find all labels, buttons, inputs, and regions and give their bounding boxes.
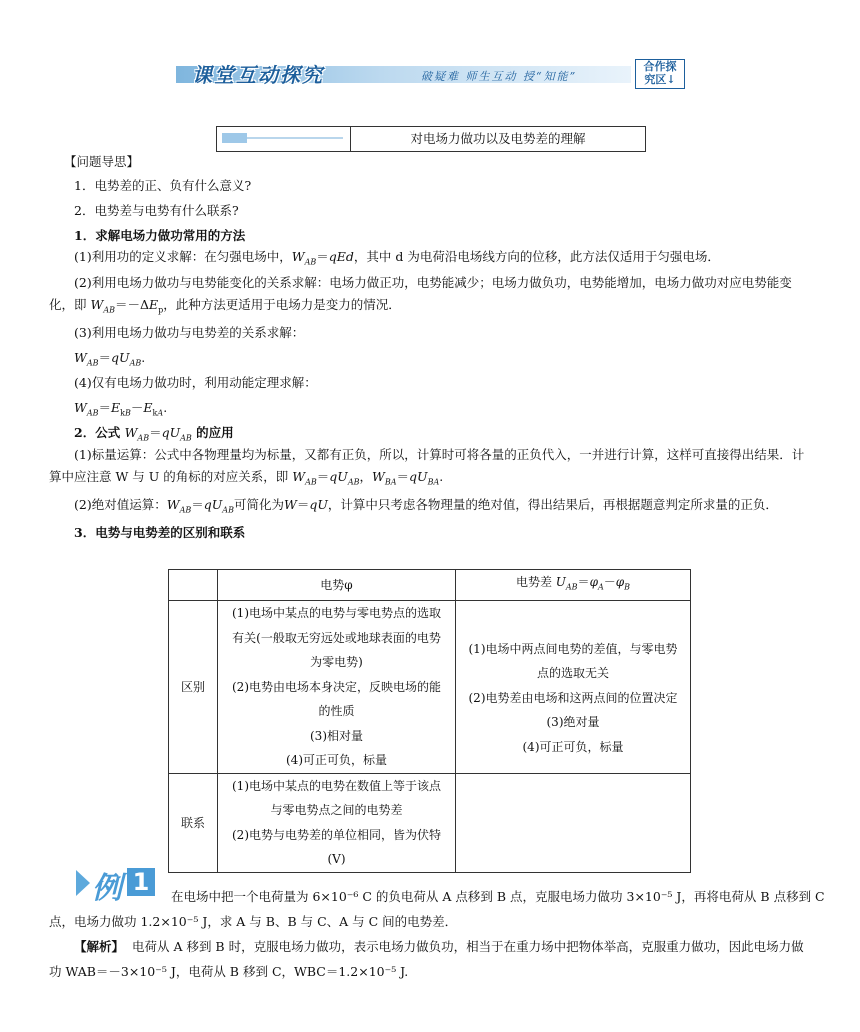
method-1-prefix: (1)利用功的定义求解：在匀强电场中， bbox=[74, 249, 292, 264]
method-3: (3)利用电场力做功与电势差的关系求解： bbox=[74, 325, 305, 340]
cell-line: 为零电势) bbox=[310, 655, 363, 670]
application-2-suffix: ，计算中只考虑各物理量的绝对值，得出结果后，再根据题意判定所求量的正负． bbox=[327, 497, 778, 512]
topic-arrow-icon bbox=[247, 137, 343, 139]
method-3-formula: $W_{AB}=qU_{AB}$. bbox=[74, 350, 146, 368]
cell-line: (3)相对量 bbox=[310, 728, 363, 743]
section3-heading: 3．电势与电势差的区别和联系 bbox=[74, 525, 246, 540]
topic-title: 对电场力做功以及电势差的理解 bbox=[410, 131, 586, 146]
application-2-prefix: (2)绝对值运算： bbox=[74, 497, 167, 512]
example-arrow-icon bbox=[76, 870, 90, 896]
table-header-pd-prefix: 电势差 bbox=[515, 575, 556, 589]
section2-heading-prefix: 2．公式 bbox=[74, 425, 125, 440]
table-row bbox=[169, 600, 691, 773]
section2-heading-suffix: 的应用 bbox=[191, 425, 234, 440]
banner-box-line1: 合作探 bbox=[643, 60, 677, 73]
topic-decoration bbox=[217, 127, 351, 151]
table-header-potential: 电势φ bbox=[218, 570, 456, 601]
analysis-line-2: 功 WAB＝－3×10⁻⁵ J，电荷从 B 移到 C，WBC＝1.2×10⁻⁵ J. bbox=[49, 964, 409, 979]
cell-line: 点的选取无关 bbox=[536, 666, 609, 681]
cell-line: 与零电势点之间的电势差 bbox=[270, 803, 403, 818]
analysis-text-1: 电荷从 A 移到 B 时，克服电场力做功，表示电场力做负功，相当于在重力场中把物体举高，克服重力做功，因此电场力做 bbox=[131, 939, 804, 954]
method-2-suffix: ，此种方法更适用于电场力是变力的情况． bbox=[163, 297, 401, 312]
method-2 bbox=[49, 272, 815, 322]
cell-line: 有关(一般取无穷远处或地球表面的电势 bbox=[232, 630, 441, 645]
analysis-line-1 bbox=[74, 937, 804, 955]
cell-line: (2)电势与电势差的单位相同，皆为伏特 bbox=[232, 827, 441, 842]
cell-line: (1)电场中某点的电势在数值上等于该点 bbox=[232, 778, 441, 793]
banner-title: 课堂互动探究 bbox=[192, 63, 324, 87]
method-2-formula: $W_{AB}=-\Delta E_p$ bbox=[90, 297, 164, 315]
section-banner bbox=[176, 58, 688, 90]
method-1 bbox=[49, 246, 815, 274]
table-corner-cell bbox=[169, 570, 218, 601]
row-difference-potential-difference bbox=[456, 600, 691, 773]
example-line-1: 在电场中把一个电荷量为 6×10⁻⁶ C 的负电荷从 A 点移到 B 点，克服电场力做功 3×10⁻⁵ J，再将电荷从 B 点移到 C bbox=[171, 889, 825, 904]
cell-line: (4)可正可负，标量 bbox=[286, 753, 387, 768]
row-relation-potential-difference bbox=[456, 773, 691, 872]
application-2-formula-2: W＝qU bbox=[283, 497, 328, 512]
cell-line: (1)电场中某点的电势与零电势点的选取 bbox=[232, 606, 441, 621]
banner-box-line2: 究区↓ bbox=[644, 73, 676, 86]
application-2-mid: 可简化为 bbox=[233, 497, 284, 512]
guide-heading: 【问题导思】 bbox=[64, 154, 140, 169]
table-header-potential-difference bbox=[456, 570, 691, 601]
row-difference-potential bbox=[218, 600, 456, 773]
method-4-formula: $W_{AB}=E_{kB}-E_{kA}$. bbox=[74, 400, 168, 418]
application-1 bbox=[49, 444, 815, 494]
guide-question-2: 2．电势差与电势有什么联系? bbox=[74, 203, 239, 218]
example-badge bbox=[76, 866, 158, 906]
topic-header bbox=[216, 126, 646, 152]
banner-subtitle: 破疑难 师生互动 授“知能” bbox=[421, 70, 578, 83]
row-label-relation: 联系 bbox=[169, 773, 218, 872]
topic-tab-icon bbox=[222, 133, 247, 143]
application-2-formula-1: $W_{AB}=qU_{AB}$ bbox=[166, 497, 234, 515]
table-row bbox=[169, 773, 691, 872]
cell-line: (2)电势由电场本身决定，反映电场的能 bbox=[232, 679, 441, 694]
table-header-row bbox=[169, 570, 691, 601]
section2-heading bbox=[74, 423, 234, 443]
guide-question-1: 1．电势差的正、负有什么意义? bbox=[74, 178, 252, 193]
cell-line: 的性质 bbox=[318, 704, 355, 719]
analysis-tag: 【解析】 bbox=[74, 939, 125, 954]
method-1-formula: $W_{AB}=qEd$ bbox=[291, 249, 354, 267]
row-relation-potential bbox=[218, 773, 456, 872]
application-1-text: (1)标量运算：公式中各物理量均为标量，又都有正负，所以，计算时可将各量的正负代入，一并进行计算，这样可直接得出结果．计算中应注意 W 与 U 的角标的对应关系，即 bbox=[49, 447, 805, 484]
application-2 bbox=[49, 494, 815, 522]
application-1-formula: $W_{AB}=qU_{AB}$，$W_{BA}=qU_{BA}$. bbox=[292, 469, 444, 487]
method-1-suffix: ，其中 d 为电荷沿电场线方向的位移，此方法仅适用于匀强电场． bbox=[353, 249, 720, 264]
method-2-text: (2)利用电场力做功与电势能变化的关系求解：电场力做正功，电势能减少；电场力做负功，电势能增加，电场力做功对应电势能变化，即 bbox=[49, 275, 792, 312]
table-header-pd-formula: $U_{AB}=\varphi_A-\varphi_B$ bbox=[555, 575, 631, 592]
row-label-difference: 区别 bbox=[169, 600, 218, 773]
example-number: 1 bbox=[127, 868, 155, 896]
cell-line: (3)绝对量 bbox=[546, 715, 600, 730]
cell-line: (4)可正可负，标量 bbox=[522, 739, 624, 754]
banner-box[interactable] bbox=[635, 59, 685, 89]
example-label: 例 bbox=[92, 871, 122, 906]
cell-line: (V) bbox=[327, 852, 346, 867]
comparison-table bbox=[168, 569, 691, 873]
section1-heading: 1．求解电场力做功常用的方法 bbox=[74, 228, 246, 243]
cell-line: (1)电场中两点间电势的差值，与零电势 bbox=[468, 641, 678, 656]
cell-line: (2)电势差由电场和这两点间的位置决定 bbox=[468, 690, 678, 705]
example-line-2: 点，电场力做功 1.2×10⁻⁵ J，求 A 与 B、B 与 C、A 与 C 间的电势差． bbox=[49, 914, 458, 929]
section2-heading-formula: $W_{AB}=qU_{AB}$ bbox=[124, 425, 192, 443]
method-4: (4)仅有电场力做功时，利用动能定理求解： bbox=[74, 375, 317, 390]
